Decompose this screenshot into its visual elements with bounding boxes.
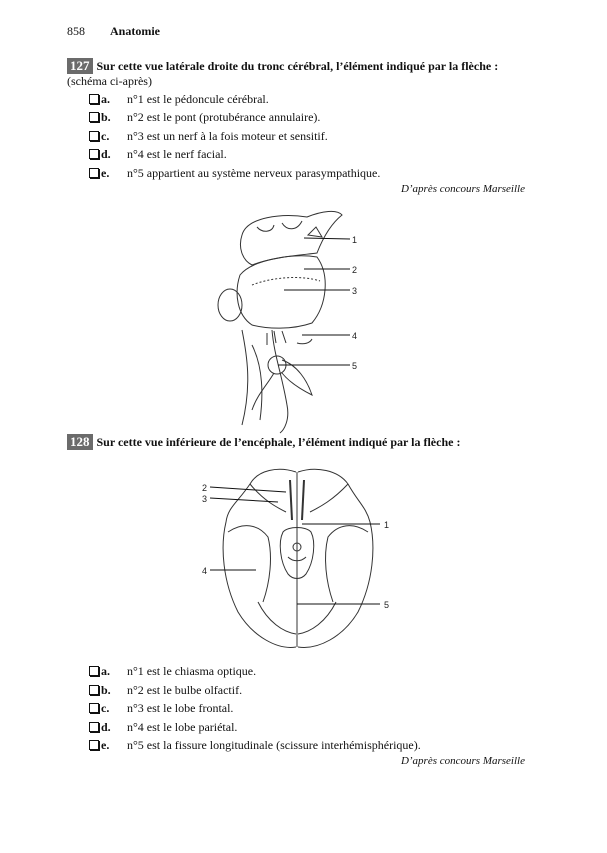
source-note: D’après concours Marseille xyxy=(400,183,525,195)
q128-option-c[interactable]: c. n°3 est le lobe frontal. xyxy=(89,699,233,717)
label-2: 2 xyxy=(352,265,358,275)
brainstem-figure xyxy=(212,205,372,435)
source-note: D’après concours Marseille xyxy=(400,755,525,767)
checkbox[interactable] xyxy=(89,703,99,713)
checkbox[interactable] xyxy=(89,94,99,104)
option-text: n°4 est le lobe pariétal. xyxy=(127,720,238,734)
page-header xyxy=(67,24,160,39)
option-text: n°2 est le pont (protubérance annulaire). xyxy=(127,110,321,124)
page-number: 858 xyxy=(67,24,85,38)
brain-inferior-figure xyxy=(198,462,393,654)
q128-option-e[interactable]: e. n°5 est la fissure longitudinale (scissure interhémisphérique). xyxy=(89,736,421,754)
option-text: n°2 est le bulbe olfactif. xyxy=(127,683,243,697)
q127-option-d[interactable]: d. n°4 est le nerf facial. xyxy=(89,145,227,163)
q127-option-e[interactable]: e. n°5 appartient au système nerveux parasympathique. xyxy=(89,164,380,182)
q128-option-d[interactable]: d. n°4 est le lobe pariétal. xyxy=(89,718,237,736)
label-3: 3 xyxy=(202,494,208,504)
checkbox[interactable] xyxy=(89,740,99,750)
question-127 xyxy=(67,58,542,89)
question-number: 128 xyxy=(67,434,93,450)
label-5: 5 xyxy=(384,600,390,610)
label-1: 1 xyxy=(352,235,358,245)
checkbox[interactable] xyxy=(89,666,99,676)
option-text: n°5 est la fissure longitudinale (scissure interhémisphérique). xyxy=(127,738,421,752)
label-1: 1 xyxy=(384,520,390,530)
checkbox[interactable] xyxy=(89,685,99,695)
q128-option-a[interactable]: a. n°1 est le chiasma optique. xyxy=(89,662,256,680)
q127-option-c[interactable]: c. n°3 est un nerf à la fois moteur et sensitif. xyxy=(89,127,328,145)
option-text: n°3 est un nerf à la fois moteur et sensitif. xyxy=(127,129,328,143)
label-5: 5 xyxy=(352,361,358,371)
question-text: Sur cette vue latérale droite du tronc cérébral, l’élément indiqué par la flèche : xyxy=(96,59,499,73)
option-text: n°5 appartient au système nerveux parasympathique. xyxy=(127,166,381,180)
checkbox[interactable] xyxy=(89,722,99,732)
label-2: 2 xyxy=(202,483,208,493)
question-note: (schéma ci-après) xyxy=(67,74,152,88)
question-text: Sur cette vue inférieure de l’encéphale, l’élément indiqué par la flèche : xyxy=(96,435,461,449)
checkbox[interactable] xyxy=(89,131,99,141)
label-3: 3 xyxy=(352,286,358,296)
option-text: n°4 est le nerf facial. xyxy=(127,147,227,161)
question-number: 127 xyxy=(67,58,93,74)
q127-option-a[interactable]: a. n°1 est le pédoncule cérébral. xyxy=(89,90,269,108)
q128-option-b[interactable]: b. n°2 est le bulbe olfactif. xyxy=(89,681,242,699)
q127-option-b[interactable]: b. n°2 est le pont (protubérance annulaire). xyxy=(89,108,320,126)
option-text: n°1 est le pédoncule cérébral. xyxy=(127,92,269,106)
label-4: 4 xyxy=(352,331,358,341)
chapter-title: Anatomie xyxy=(110,24,160,38)
checkbox[interactable] xyxy=(89,168,99,178)
label-4: 4 xyxy=(202,566,208,576)
option-text: n°3 est le lobe frontal. xyxy=(127,701,234,715)
option-text: n°1 est le chiasma optique. xyxy=(127,664,257,678)
checkbox[interactable] xyxy=(89,149,99,159)
question-128 xyxy=(67,434,542,450)
checkbox[interactable] xyxy=(89,112,99,122)
